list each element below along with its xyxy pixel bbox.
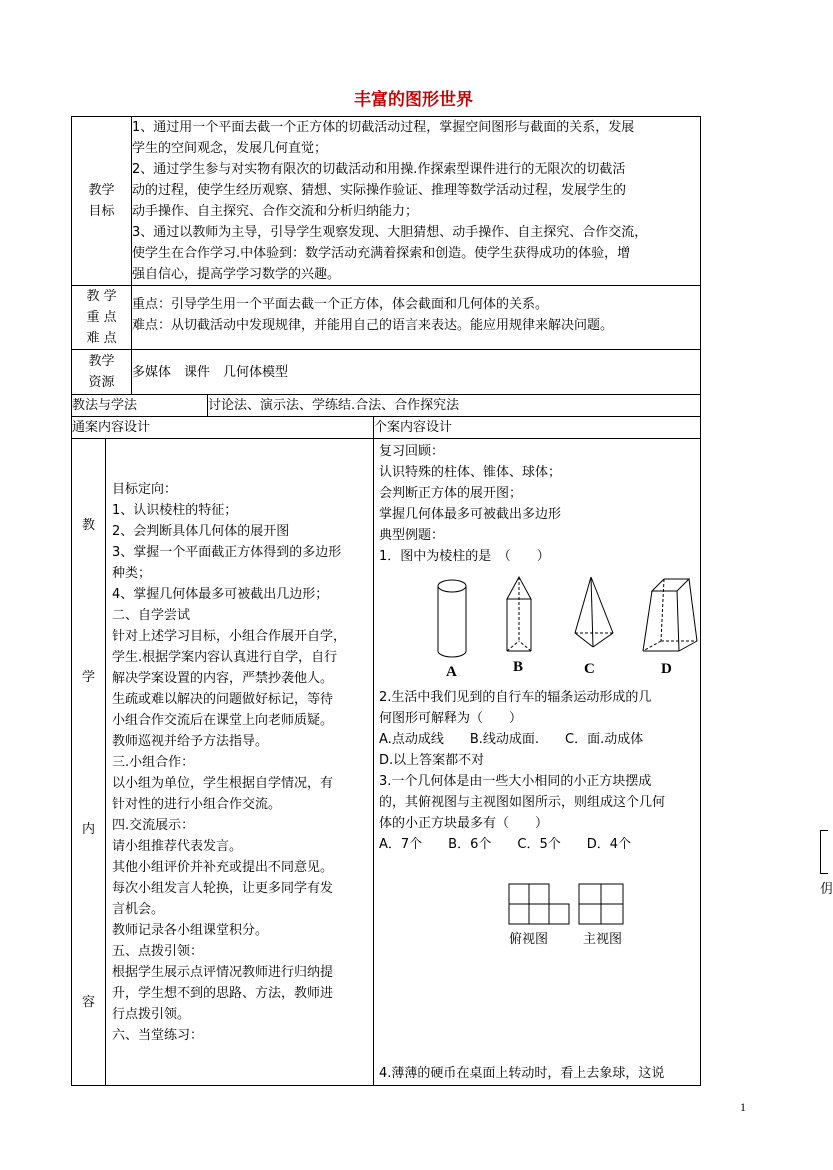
individual-design-content (374, 439, 701, 1086)
common-design-line: 每次小组发言人轮换，让更多同学有发 (112, 881, 334, 896)
cylinder-shape (438, 580, 466, 657)
common-design-line: 生疏或难以解决的问题做好标记，等待 (112, 692, 334, 707)
common-design-line: 1、认识棱柱的特征； (112, 503, 238, 518)
exercise-line: A.点动成线 B.线动成面. C．面.动成体 (379, 732, 644, 747)
exercise-line: D.以上答案都不对 (379, 753, 485, 768)
page-number: 1 (740, 1100, 746, 1114)
option-d-label: D (661, 661, 672, 677)
key-points-label (72, 286, 132, 350)
review-line: 会判断正方体的展开图； (379, 486, 523, 501)
common-design-line: 五、点拨引领： (112, 944, 204, 959)
goals-label-line: 目标 (88, 204, 115, 219)
option-b-label: B (513, 659, 524, 675)
front-view-grid (579, 884, 623, 924)
review-line: 1．图中为棱柱的是 （ ） (379, 549, 550, 564)
common-design-line: 2、会判断具体几何体的展开图 (112, 524, 290, 539)
goals-line: 强自信心，提高学学习数学的兴趣。 (132, 267, 341, 282)
review-section (379, 441, 695, 567)
solids-svg (379, 569, 699, 681)
top-view-grid (509, 884, 569, 924)
side-label-char: 学 (82, 670, 96, 685)
common-design-line: 目标定向： (112, 482, 178, 497)
views-figure (379, 883, 695, 963)
pyramid-shape (575, 577, 613, 647)
margin-glyph: 仴 (820, 882, 833, 897)
resources-label-line: 教学 (88, 354, 115, 369)
common-design-line: 三.小组合作： (112, 755, 195, 770)
goals-label-line: 教学 (88, 183, 115, 198)
methods-content: 讨论法、演示法、学练结.合法、合作探究法 (208, 395, 701, 417)
resources-label (72, 350, 132, 395)
common-design-line: 以小组为单位，学生根据自学情况，有 (112, 776, 334, 791)
common-design-line: 解决学案设置的内容，严禁抄袭他人。 (112, 671, 334, 686)
goals-line: 学生的空间观念，发展几何直觉； (132, 141, 328, 156)
exercise-section (379, 687, 695, 855)
side-label-char: 内 (82, 822, 96, 837)
content-row (72, 439, 701, 1086)
common-design-line: 教师记录各小组课堂积分。 (112, 923, 269, 938)
exercise-line: 的，其俯视图与主视图如图所示，则组成这个几何 (379, 795, 666, 810)
common-design-line: 学生.根据学案内容认真进行自学，自行 (112, 650, 338, 665)
key-points-label-line: 重 点 (86, 310, 117, 325)
review-line: 掌握几何体最多可被截出多边形 (379, 507, 562, 522)
exercise-line: 3.一个几何体是由一些大小相同的小正方块摆成 (379, 774, 652, 789)
goals-line: 动手操作、自主探究、合作交流和分析归纳能力； (132, 204, 419, 219)
methods-label: 教法与学法 (72, 395, 208, 417)
goals-content (132, 117, 701, 286)
common-design-line: 四.交流展示： (112, 818, 195, 833)
key-points-label-line: 教 学 (86, 289, 117, 304)
review-line: 复习回顾： (379, 444, 445, 459)
views-svg (379, 883, 699, 933)
goals-label (72, 117, 132, 286)
side-label-char: 容 (82, 995, 96, 1010)
common-design-line: 教师巡视并给予方法指导。 (112, 734, 269, 749)
top-view-caption: 俯视图 (509, 932, 549, 947)
common-design-line: 言机会。 (112, 902, 165, 917)
common-design-line: 3、掌握一个平面截正方体得到的多边形 (112, 545, 342, 560)
resources-content: 多媒体 课件 几何体模型 (132, 350, 701, 395)
exercise-line: 何图形可解释为（ ） (379, 711, 523, 726)
question-4-line: 4.薄薄的硬币在桌面上转动时，看上去象球，这说 (379, 1066, 665, 1081)
exercise-line: 体的小正方块最多有（ ） (379, 816, 549, 831)
margin-bracket (820, 830, 828, 874)
solids-figure (379, 569, 699, 681)
goals-line: 2、通过学生参与对实物有限次的切截活动和用操.作探索型课件进行的无限次的切截活 (132, 162, 626, 177)
exercise-line: A．7个 B．6个 C．5个 D．4个 (379, 837, 631, 852)
common-design-line: 其他小组评价并补充或提出不同意见。 (112, 860, 334, 875)
common-design-line: 种类； (112, 566, 152, 581)
resources-row (72, 350, 701, 395)
common-design-list (112, 479, 369, 1046)
common-design-line: 根据学生展示点评情况教师进行归纳提 (112, 965, 334, 980)
prism-shape (507, 577, 531, 651)
common-design-line: 针对上述学习目标，小组合作展开自学， (112, 629, 347, 644)
common-design-line: 二、自学尝试 (112, 608, 191, 623)
option-a-label: A (446, 664, 457, 680)
common-design-line: 升，学生想不到的思路、方法，教师进 (112, 986, 334, 1001)
common-design-line: 请小组推荐代表发言。 (112, 839, 243, 854)
goals-line: 3、通过以教师为主导，引导学生观察发现、大胆猜想、动手操作、自主探究、合作交流， (132, 225, 648, 240)
resources-label-line: 资源 (88, 375, 115, 390)
front-view-caption: 主视图 (583, 932, 623, 947)
side-label-char: 教 (82, 518, 96, 533)
common-design-line: 小组合作交流后在课堂上向老师质疑。 (112, 713, 334, 728)
key-points-content (132, 286, 701, 350)
teaching-content-label (72, 439, 106, 1086)
methods-row (72, 395, 701, 417)
lesson-plan-table (71, 116, 701, 1086)
common-design-line: 4、掌握几何体最多可被截出几边形； (112, 587, 329, 602)
review-line: 认识特殊的柱体、锥体、球体； (379, 465, 562, 480)
exercise-line: 2.生活中我们见到的自行车的辐条运动形成的几 (379, 690, 652, 705)
review-line: 典型例题： (379, 528, 445, 543)
common-design-line: 针对性的进行小组合作交流。 (112, 797, 282, 812)
common-design-header: 通案内容设计 (72, 417, 374, 439)
goals-line: 1、通过用一个平面去截一个正方体的切截活动过程，掌握空间图形与截面的关系，发展 (132, 120, 635, 135)
goals-line: 使学生在合作学习.中体验到：数学活动充满着探索和创造。使学生获得成功的体验，增 (132, 246, 631, 261)
common-design-line: 六、当堂练习： (112, 1028, 204, 1043)
goals-line: 动的过程，使学生经历观察、猜想、实际操作验证、推理等数学活动过程，发展学生的 (132, 183, 627, 198)
page-title: 丰富的图形世界 (354, 90, 473, 110)
difficulty-line: 难点：从切截活动中发现规律，并能用自己的语言来表达。能应用规律来解决问题。 (132, 318, 614, 333)
common-design-content (106, 439, 374, 1086)
goals-row (72, 117, 701, 286)
individual-design-header: 个案内容设计 (374, 417, 701, 439)
frustum-shape (643, 579, 697, 651)
key-points-label-line: 难 点 (86, 331, 117, 346)
key-point-line: 重点：引导学生用一个平面去截一个正方体，体会截面和几何体的关系。 (132, 297, 549, 312)
design-header-row (72, 417, 701, 439)
key-points-row (72, 286, 701, 350)
common-design-line: 行点拨引领。 (112, 1007, 191, 1022)
option-c-label: C (584, 661, 595, 677)
